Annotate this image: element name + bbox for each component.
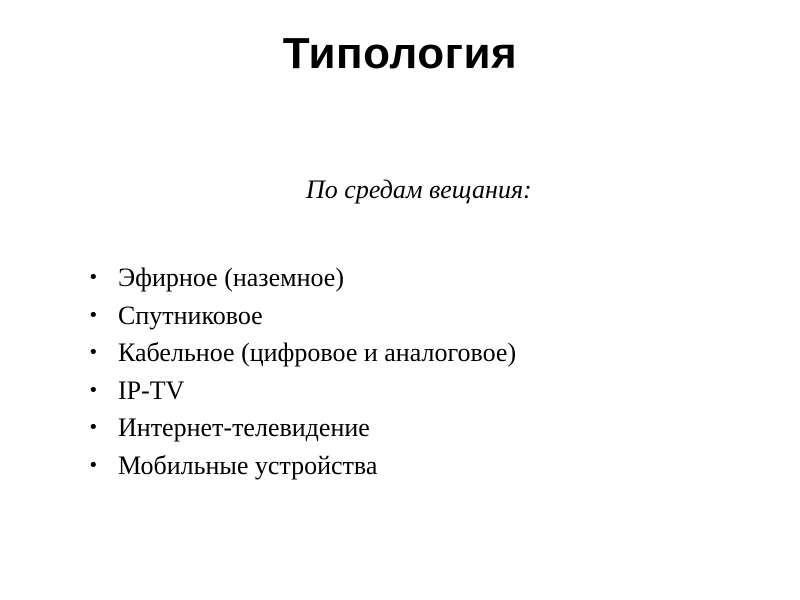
bullet-icon: • [88, 379, 99, 401]
bullet-icon: • [88, 454, 99, 476]
list-item-text: Кабельное (цифровое и аналоговое) [118, 338, 517, 367]
slide-title: Типология [282, 29, 518, 78]
list-item [88, 297, 516, 335]
slide-subtitle: По средам вещания: [306, 175, 532, 204]
list-item-text: IP-TV [118, 375, 185, 405]
list-item [88, 409, 516, 447]
list-item-text: Интернет-телевидение [118, 413, 370, 442]
bullet-icon: • [88, 342, 99, 363]
list-item-text: Мобильные устройства [118, 450, 378, 480]
bullet-icon: • [88, 304, 99, 326]
list-item [88, 372, 516, 410]
bullet-icon: • [88, 417, 99, 438]
list-item-text: Спутниковое [118, 300, 263, 330]
list-item-text: Эфирное (наземное) [118, 263, 345, 292]
bullet-list [88, 259, 516, 484]
list-item [88, 259, 516, 297]
list-item [88, 447, 516, 485]
bullet-icon: • [88, 267, 99, 288]
list-item [88, 334, 516, 372]
